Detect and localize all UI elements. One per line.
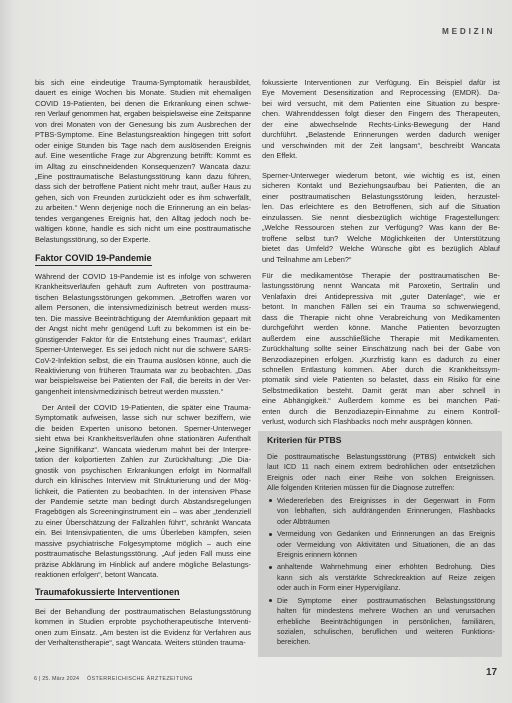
text-line: onen zum Einsatz. „Am besten ist die Evidenz für Verfahren aus (35, 627, 251, 637)
text-line: oder Vermeidung von Aktivitäten und Situationen, die an das (277, 539, 495, 549)
text-line: durchführt. „Belastende Erinnerungen werden dadurch weniger (262, 130, 500, 140)
text-line: sozialen, schulischen, beruflichen und weiteren Funktions- (277, 627, 495, 636)
text-line: kann sich als verstärkte Schreckreaktion auf Reize zeigen (277, 572, 495, 582)
text-line: len. Das erleichtere es den Betroffenen, sich auf die Situation (262, 202, 500, 212)
text-line: Benzodiazepinen erfolgen. „Kurzfristig kann es dadurch zu einer (262, 354, 500, 364)
text-line: einer posttraumatischen Belastungsstörung leiden, herzustel- (262, 191, 500, 201)
text-line: der Verhaltenstherapie“, sagt Wancata. Weiters stünden trauma- (35, 638, 246, 648)
text-line: Die posttraumatische Belastungsstörung (PTBS) entwickelt sich (267, 452, 495, 461)
text-line: tischen Belastungsstörungen gekommen. „Betroffen waren vor (35, 292, 251, 302)
info-box-body (267, 452, 495, 648)
text-line: Bei der Behandlung der posttraumatischen Belastungsstörung (35, 607, 251, 616)
text-line: Reaktivierung von früheren Traumata war zu beobachten. „Das (35, 365, 251, 375)
criteria-item (267, 562, 495, 593)
text-line: wältigen könne, handle es sich nicht um eine posttraumatische (35, 224, 251, 234)
text-line: dauert es einige Wochen bis Monate. Studien mit ehemaligen (35, 88, 251, 98)
text-line: troffene selbst tun? Welche Möglichkeiten der Unterstützung (262, 233, 500, 243)
text-line: war beispielsweise bei Patienten der Fall, die bereits in der Ver- (35, 376, 251, 386)
text-line: kommen in Studien erprobte psychotherapeutische Interventi- (35, 617, 251, 627)
criteria-item-text (277, 596, 495, 648)
criteria-item (267, 529, 495, 560)
text-line: CoV-2-Infektion selbst, die ein Trauma auslösen könne, auch die (35, 355, 251, 365)
text-line: eine Abhängigkeit.“ Außerdem komme es bei manchen Pati- (262, 396, 500, 406)
text-line: halten für mindestens mehrere Wochen an und verursachen (277, 606, 495, 616)
text-line: fokussierte Interventionen zur Verfügung. Ein Beispiel dafür ist (262, 78, 500, 87)
info-box (258, 431, 502, 657)
text-line: ten. Die massive Beeinträchtigung der Atemfunktion gepaart mit (35, 313, 251, 323)
bullet-icon (269, 566, 272, 569)
text-line: tation der kolportierten Zahlen zur Zurückhaltung: „Die Dia- (35, 455, 251, 465)
section-heading (35, 586, 180, 600)
text-line: sicheren Kontakt und Beziehungsaufbau bei Patienten, die an (262, 181, 500, 191)
text-line: ein. Bei Intensivpatienten, die ums Überleben kämpfen, seien (35, 528, 251, 538)
text-line: lastungsstörung nennt Wancata mit Paroxetin, Sertralin und (262, 281, 500, 291)
text-line: auf. Eine wesentliche Frage zur Abgrenzung betrifft: Kommt es (35, 151, 251, 161)
text-line: „keine Signifikanz“. Wancata wiederum mahnt bei der Interpre- (35, 444, 251, 454)
info-box-title: Kriterien für PTBS (267, 435, 342, 445)
text-line: zu arbeiten.“ Wenn derjenige noch die Erinnerung an ein belas- (35, 203, 251, 213)
text-line: gnostik von psychischen Erkrankungen erfolgt im Normalfall (35, 465, 251, 475)
criteria-item (267, 496, 495, 527)
text-line: reaktionen erfolgen“, betont Wancata. (35, 570, 159, 579)
text-line: allem Personen, die intensivmedizinisch betreut werden muss- (35, 303, 251, 313)
section-heading-text: Traumafokussierte Interventionen (35, 586, 180, 600)
text-line: sieht etwa bei Krankheitsverläufen ohne stationären Aufenthalt (35, 434, 251, 444)
text-line: Sperner-Unterweger. Es sei jedoch nicht nur die schwere SARS- (35, 345, 251, 355)
text-line: erhebliche Beeinträchtigungen in persönlichen, familiären, (277, 616, 495, 626)
section-heading (35, 252, 152, 266)
text-line: im Alltag zu einschneidenden Konsequenzen? Wancata dazu: (35, 161, 251, 171)
text-line: Sperner-Unterweger wiederum betont, wie wichtig es ist, einen (262, 171, 500, 180)
bullet-icon (269, 533, 272, 536)
text-line: günstigender Faktor für die Entstehung eines Traumas“, erklärt (35, 334, 251, 344)
paragraph (262, 171, 500, 265)
text-line: Die Symptome einer posttraumatischen Belastungsstörung (277, 595, 495, 605)
text-line: oder einige Stunden bis Tage nach dem auslösenden Ereignis (35, 140, 251, 150)
text-line: Ereignis oder nach einer Reihe von solchen Ereignissen. (267, 472, 495, 482)
text-line: tendes vergangenes Ereignis hat, den Alltag jedoch noch be- (35, 213, 251, 223)
page-number: 17 (486, 667, 498, 678)
criteria-item-text (277, 562, 495, 593)
text-line: COVID 19-Patienten, bei denen die Erkrankung einen schwe- (35, 98, 251, 108)
text-line: Vermeidung von Gedanken und Erinnerungen an das Ereignis (277, 529, 495, 539)
text-line: bis sich eine eindeutige Trauma-Symptomatik herausbildet, (35, 78, 251, 87)
paragraph (262, 78, 500, 162)
text-line: oder Albträumen (277, 516, 330, 526)
text-line: durch ein klinisches Interview mit Strukturierung und der Mög- (35, 476, 251, 486)
paragraph (262, 271, 500, 428)
text-line: einzulassen. Sie nennt diesbezüglich wichtige Fragestellungen: (262, 212, 500, 222)
text-line: posttraumatische Belastungsstörung. „Auf jeden Fall muss eine (35, 549, 251, 559)
text-line: Zurückhaltung sollte seiner Einschätzung nach bei der Gabe von (262, 344, 500, 354)
text-line: oder auch in Form einer Hypervigilanz. (277, 583, 401, 593)
text-line: laut ICD 11 nach einem extrem bedrohlichen oder entsetzlichen (267, 462, 495, 472)
page-footer (34, 676, 193, 682)
text-line: von drei Monaten von der Genesung bis zum Ausbrechen der (35, 119, 251, 129)
text-line: PTBS-Symptome. Eine Belastungsreaktion hingegen tritt sofort (35, 130, 251, 140)
text-line: „Welche Ressourcen stehen zur Verfügung? Was kann der Be- (262, 223, 500, 233)
text-line: zu einer Überschätzung der Fallzahlen führt“, schränkt Wancata (35, 517, 251, 527)
text-line: „Eine posttraumatische Belastungsstörung kann dazu führen, (35, 171, 251, 181)
text-line: verlust, wodurch sich Flashbacks noch mehr ausprägen können. (262, 417, 473, 427)
text-line: der Pandemie setzte man bedingt durch Abstandsregelungen (35, 496, 251, 506)
text-line: bereichen. (277, 637, 311, 647)
text-line: bietet das Umfeld? Welche Wünsche gibt es bezüglich Ablauf (262, 244, 500, 254)
paragraph (35, 78, 251, 245)
text-line: gangenheit intensivmedizinisch betreut werden mussten.“ (35, 386, 224, 396)
paragraph (35, 607, 251, 649)
section-label: MEDIZIN (442, 27, 496, 36)
text-line: ren Verlauf genommen hat, ergaben beispielsweise eine Zeitspanne (35, 109, 251, 119)
text-line: chen. Währenddessen folgt dieser den Fingern des Therapeuten, (262, 109, 500, 119)
text-line: der eine abwechselnde Rechts-Links-Bewegung der Hand (262, 119, 500, 129)
text-line: Wiedererleben des Ereignisses in der Gegenwart in Form (277, 495, 495, 505)
text-line: Selbstmedikation besteht. Damit gerät man aber schnell in (262, 385, 500, 395)
text-line: Fragebögen als Screeninginstrument ein – was aber „tendenziell (35, 507, 251, 517)
text-line: gehen, sich von Freunden zurückzieht oder es ihm schwerfällt, (35, 192, 251, 202)
text-line: präzise Abklärung im Hinblick auf andere mögliche Belastungs- (35, 559, 251, 569)
text-line: anhaltende Wahrnehmung einer erhöhten Bedrohung. Dies (277, 562, 495, 572)
text-line: und verschwinden mit der Zeit langsam“, beschreibt Wancata (262, 140, 500, 150)
text-line: Der Anteil der COVID 19-Patienten, die später eine Trauma- (42, 403, 251, 412)
text-line: Symptomatik aufweisen, lasse sich nur schwer beziffern, wie (35, 413, 251, 423)
text-line: den Effekt. (262, 151, 298, 161)
text-line: Für die medikamentöse Therapie der posttraumatischen Be- (262, 271, 500, 280)
text-line: von lebhaften, sich aufdrängenden Erinnerungen, Flashbacks (277, 506, 495, 516)
bullet-icon (269, 499, 272, 502)
criteria-item-text (277, 529, 495, 560)
paragraph (35, 272, 251, 397)
text-line: enten durch die Benzodiazepin-Einnahme zu einem Kontroll- (262, 406, 500, 416)
text-line: Eye Movement Desensitization and Reprocessing (EMDR). Da- (262, 88, 500, 98)
text-line: schnellen Entlastung kommen. Aber durch die Krankheitssym- (262, 364, 500, 374)
left-column (35, 0, 251, 703)
text-line: ptomatik sind viele Patienten so belastet, dass ein Risiko für eine (262, 375, 500, 385)
text-line: durchgeführt werden könne. Manche Patienten bevorzugten (262, 323, 500, 333)
info-box-intro (267, 452, 495, 494)
text-line: die beiden Experten unisono betonen. Sperner-Unterweger (35, 423, 251, 433)
text-line: dass sich der betroffene Patient nicht mehr traut, außer Haus zu (35, 182, 251, 192)
text-line: bei wird versucht, mit dem Patienten eine Situation zu bespre- (262, 98, 500, 108)
text-line: Venlafaxin drei Antidepressiva mit „guter Datenlage“, wie er (262, 291, 500, 301)
text-line: lichkeit, die Patienten zu beobachten. In der intensiven Phase (35, 486, 251, 496)
text-line: und Teilnahme am Leben?“ (262, 254, 352, 264)
criteria-item (267, 596, 495, 648)
text-line: außerdem eine ausschließliche Therapie mit Medikamenten. (262, 333, 500, 343)
issue-date: 6 | 25. März 2024 (34, 676, 80, 682)
text-line: Krankheitsverläufen gehäuft zum Auftreten von posttrauma- (35, 282, 251, 292)
text-line: Ereignis erinnern können (277, 549, 357, 559)
bullet-icon (269, 599, 272, 602)
text-line: massive psychiatrische Folgesymptome möglich – auch eine (35, 538, 251, 548)
text-line: dass die Therapie nicht ohne Verabreichung von Medikamenten (262, 312, 500, 322)
text-line: Während der COVID 19-Pandemie ist es infolge von schweren (35, 272, 251, 281)
publication-name: ÖSTERREICHISCHE ÄRZTEZEITUNG (86, 676, 193, 682)
criteria-item-text (277, 496, 495, 527)
paragraph (35, 403, 251, 580)
text-line: Belastungsstörung, so der Experte. (35, 234, 151, 244)
text-line: der Angst nicht mehr genügend Luft zu bekommen ist ein be- (35, 324, 251, 334)
section-heading-text: Faktor COVID 19-Pandemie (35, 252, 152, 266)
text-line: Alle folgenden Kriterien müssen für die Diagnose zutreffen: (267, 483, 455, 493)
text-line: betont. In manchen Fällen sei ein Trauma so schwerwiegend, (262, 302, 500, 312)
